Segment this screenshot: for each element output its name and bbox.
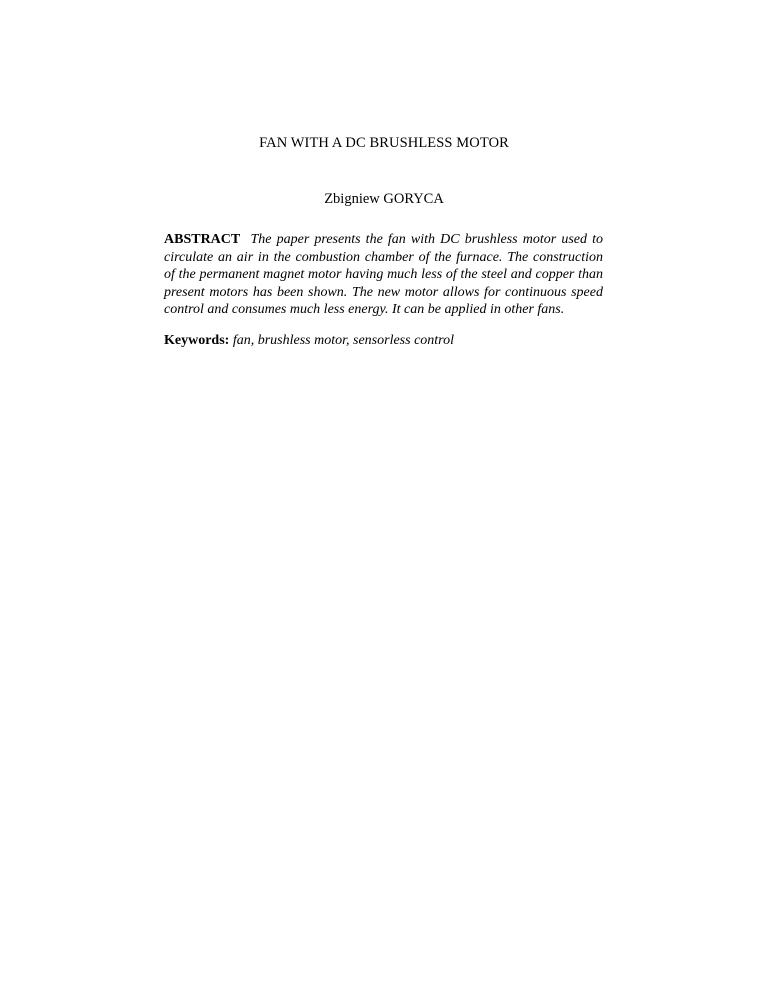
keywords-text: fan, brushless motor, sensorless control <box>232 333 454 348</box>
abstract-label: ABSTRACT <box>164 232 241 247</box>
paper-author: Zbigniew GORYCA <box>324 191 444 207</box>
keywords-paragraph <box>164 332 603 350</box>
keywords-label: Keywords: <box>164 333 230 348</box>
paper-title: FAN WITH A DC BRUSHLESS MOTOR <box>259 135 509 151</box>
abstract-paragraph <box>164 231 603 319</box>
abstract-text: The paper presents the fan with DC brushless motor used to circulate an air in the combustion chamber of the furnace. The construction of the permanent magnet motor having much less of the steel and copper than present motors has been shown. The new motor allows for continuous speed control and consumes much less energy. It can be applied in other fans. <box>164 232 603 317</box>
